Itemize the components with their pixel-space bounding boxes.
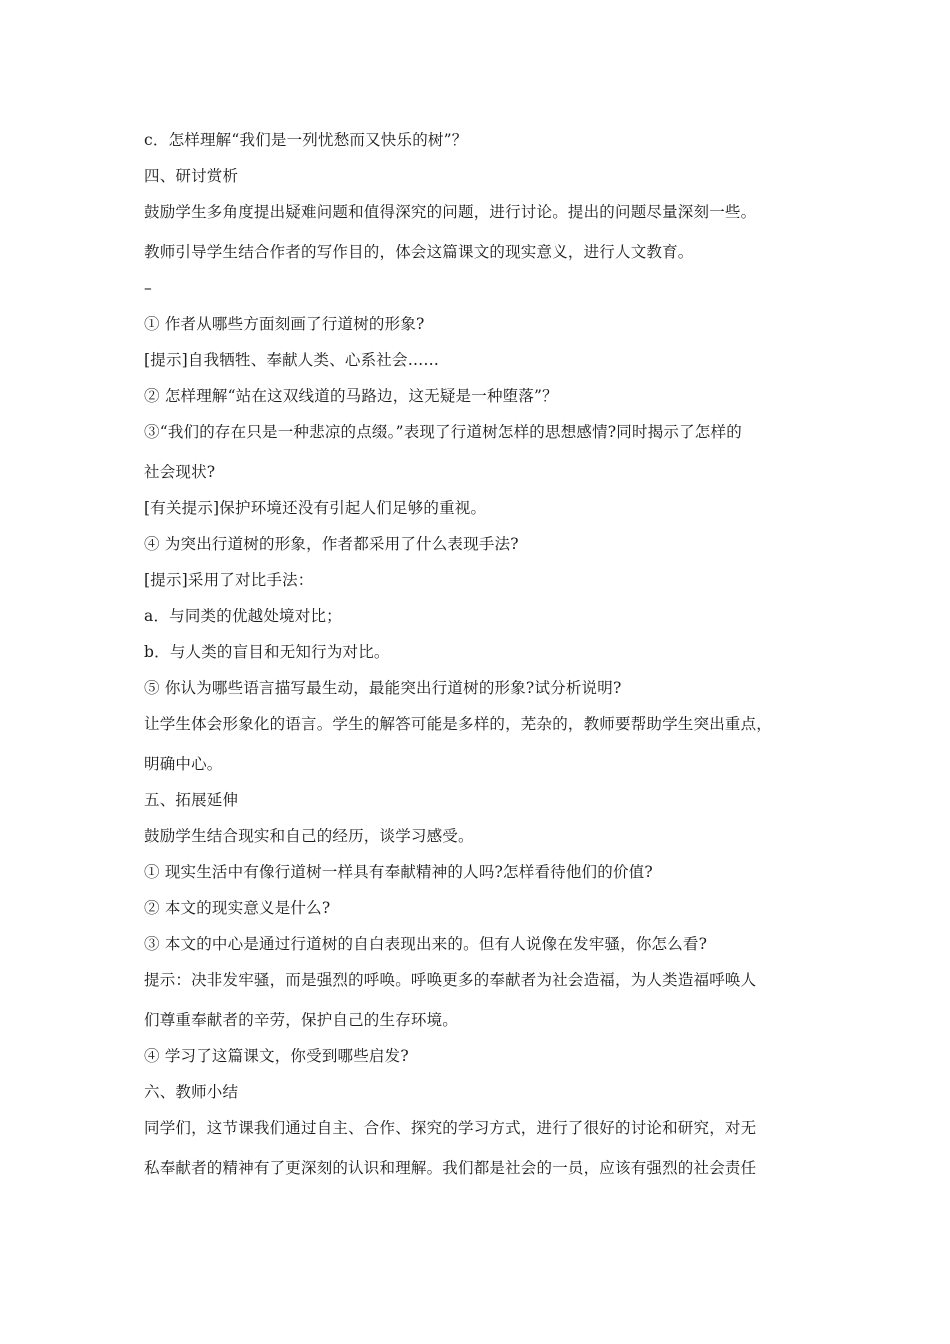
extension-question-1: ① 现实生活中有像行道树一样具有奉献精神的人吗?怎样看待他们的价值? — [144, 863, 653, 881]
question-c: c．怎样理解“我们是一列忧愁而又快乐的树”？ — [144, 131, 468, 149]
hint-3: [有关提示]保护环境还没有引起人们足够的重视。 — [144, 499, 487, 517]
hint-1: [提示]自我牺牲、奉献人类、心系社会…… — [144, 351, 440, 369]
extension-question-2: ② 本文的现实意义是什么? — [144, 899, 331, 917]
hint-4-a: a．与同类的优越处境对比； — [144, 607, 342, 625]
paragraph-extension-intro: 鼓励学生结合现实和自己的经历，谈学习感受。 — [144, 827, 474, 845]
hint-4-b: b．与人类的盲目和无知行为对比。 — [144, 643, 390, 661]
summary-line-1: 同学们，这节课我们通过自主、合作、探究的学习方式，进行了很好的讨论和研究，对无 — [144, 1119, 757, 1137]
summary-line-2: 私奉献者的精神有了更深刻的认识和理解。我们都是社会的一员，应该有强烈的社会责任 — [144, 1159, 757, 1177]
question-2: ② 怎样理解“站在这双线道的马路边，这无疑是一种堕落”？ — [144, 387, 558, 405]
section-heading-discussion: 四、研讨赏析 — [144, 167, 239, 185]
hint-4: [提示]采用了对比手法： — [144, 571, 314, 589]
extension-question-3: ③ 本文的中心是通过行道树的自白表现出来的。但有人说像在发牢骚，你怎么看? — [144, 935, 708, 953]
paragraph-encourage-questions: 鼓励学生多角度提出疑难问题和值得深究的问题，进行讨论。提出的问题尽量深刻一些。 — [144, 203, 757, 221]
paragraph-teacher-guidance: 教师引导学生结合作者的写作目的，体会这篇课文的现实意义，进行人文教育。 — [144, 243, 694, 261]
paragraph-language-line-2: 明确中心。 — [144, 755, 223, 773]
question-5: ⑤ 你认为哪些语言描写最生动，最能突出行道树的形象?试分析说明? — [144, 679, 622, 697]
extension-hint-line-2: 们尊重奉献者的辛劳，保护自己的生存环境。 — [144, 1011, 459, 1029]
extension-hint-line-1: 提示：决非发牢骚，而是强烈的呼唤。呼唤更多的奉献者为社会造福，为人类造福呼唤人 — [144, 971, 757, 989]
paragraph-language-line-1: 让学生体会形象化的语言。学生的解答可能是多样的，芜杂的，教师要帮助学生突出重点， — [144, 715, 773, 733]
question-3-line-2: 社会现状? — [144, 463, 216, 481]
section-heading-extension: 五、拓展延伸 — [144, 791, 239, 809]
dash-marker: – — [144, 279, 152, 297]
question-3-line-1: ③“我们的存在只是一种悲凉的点缀。”表现了行道树怎样的思想感情?同时揭示了怎样的 — [144, 423, 742, 441]
question-4: ④ 为突出行道树的形象，作者都采用了什么表现手法? — [144, 535, 519, 553]
extension-question-4: ④ 学习了这篇课文，你受到哪些启发? — [144, 1047, 409, 1065]
section-heading-summary: 六、教师小结 — [144, 1083, 239, 1101]
question-1: ① 作者从哪些方面刻画了行道树的形象? — [144, 315, 425, 333]
